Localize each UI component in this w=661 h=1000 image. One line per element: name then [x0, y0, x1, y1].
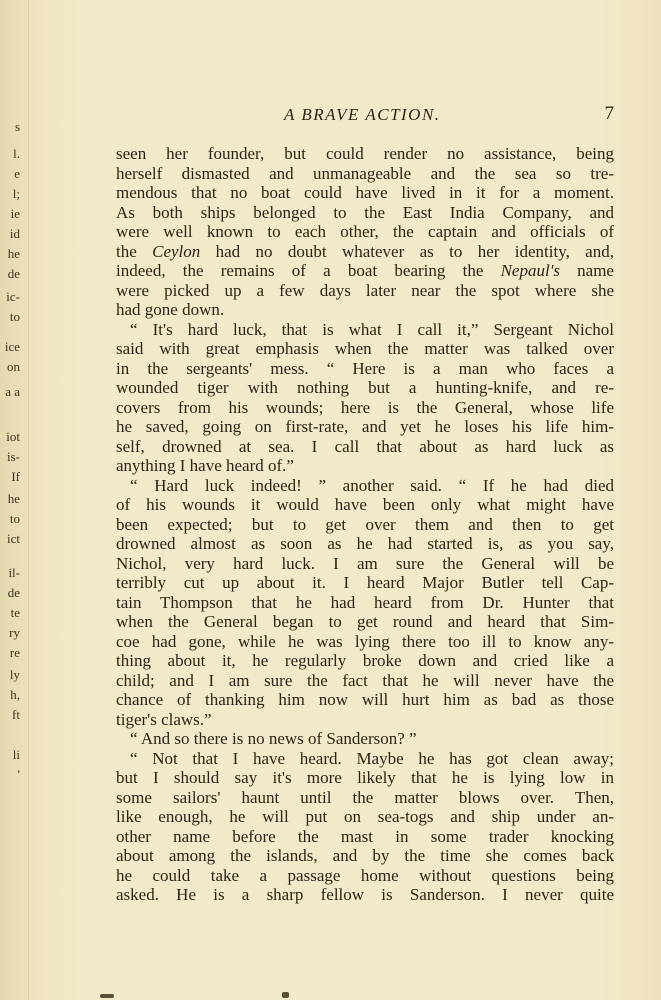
text-line: terribly cut up about it. I heard Major Butler tell Cap- [116, 573, 614, 592]
ship-name: Nepaul's [500, 261, 560, 280]
gutter-fragment: de [7, 586, 20, 600]
gutter-fragment: he [7, 247, 20, 261]
text-line: about among the islands, and by the time she comes back [116, 846, 614, 865]
text-line: tiger's claws.” [116, 709, 212, 729]
body-text [116, 144, 614, 905]
scan-specks [100, 990, 420, 1000]
gutter-fragment: is- [7, 450, 20, 464]
text-line: herself dismasted and unmanageable and the sea so tre- [116, 163, 614, 183]
gutter-fragment: l. [13, 147, 20, 161]
text-line: of his wounds it would have been only what might have [116, 495, 614, 514]
gutter-fragment: to [9, 512, 20, 526]
text-line: As both ships belonged to the East India Company, and [116, 202, 614, 222]
text-line: but I should say it's more likely that he is lying low in [116, 768, 614, 787]
text-line: when the General began to get round and heard that Sim- [116, 612, 614, 631]
gutter-fragment: ic- [6, 290, 20, 304]
text-line: the Ceylon had no doubt whatever as to her identity, and, [116, 241, 614, 261]
text-line: anything I have heard of.” [116, 456, 294, 475]
gutter-fragment: te [10, 606, 20, 620]
text-line: tain Thompson that he had heard from Dr. Hunter that [116, 592, 614, 612]
text-line: he could take a passage home without questions being [116, 865, 614, 885]
text-line: “ And so there is no news of Sanderson? ” [130, 729, 417, 748]
gutter-fragment: id [9, 227, 20, 241]
text-line: said with great emphasis when the matter was talked over [116, 339, 614, 358]
running-head [114, 105, 614, 127]
text-line: chance of thanking him now will hurt him as bad as those [116, 690, 614, 709]
text-line: “ Not that I have heard. Maybe he has got clean away; [130, 748, 614, 768]
text-line: child; and I am sure the fact that he will never have the [116, 670, 614, 690]
text-line: indeed, the remains of a boat bearing the Nepaul's name [116, 261, 614, 280]
gutter-fragment: If [11, 470, 20, 484]
text-line: mendous that no boat could have lived in it for a moment. [116, 183, 614, 202]
gutter-fragment: il- [8, 566, 20, 580]
text-line: some sailors' haunt until the matter blows over. Then, [116, 787, 614, 807]
text-line: had gone down. [116, 300, 225, 319]
page-number: 7 [604, 103, 614, 124]
gutter-fragment: de [7, 267, 20, 281]
scan-speck [282, 992, 289, 998]
gutter-fragment: a a [5, 385, 20, 399]
gutter-fragment: to [9, 310, 20, 324]
text-line: covers from his wounds; here is the General, whose life [116, 397, 614, 417]
gutter-fragment: h, [10, 688, 20, 702]
text-line: were well known to each other, the captain and officials of [116, 222, 614, 241]
text-line: like enough, he will put on sea-togs and ship under an- [116, 807, 614, 826]
gutter-fragment: ie [10, 207, 20, 221]
text-line: in the sergeants' mess. “ Here is a man who faces a [116, 358, 614, 378]
gutter-fragment: ict [7, 532, 20, 546]
gutter-fragment: ly [9, 668, 20, 682]
text-line: seen her founder, but could render no assistance, being [116, 144, 614, 163]
gutter-fragment: on [7, 360, 20, 374]
text-line: wounded tiger with nothing but a hunting-knife, and re- [116, 378, 614, 397]
gutter-fragment: ft [12, 708, 20, 722]
gutter-fragment: ry [9, 626, 20, 640]
gutter-fragment: re [9, 646, 20, 660]
text-line: asked. He is a sharp fellow is Sanderson. I never quite [116, 885, 614, 904]
facing-page-gutter [0, 0, 29, 1000]
gutter-fragment: he [7, 492, 20, 506]
gutter-fragment: l; [12, 187, 20, 201]
running-title: A BRAVE ACTION. [284, 105, 441, 124]
text-line: “ It's hard luck, that is what I call it,” Sergeant Nichol [130, 319, 614, 339]
scan-speck [100, 994, 114, 998]
gutter-fragment: e [14, 167, 20, 181]
text-line: been expected; but to get over them and then to get [116, 514, 614, 534]
text-line: “ Hard luck indeed! ” another said. “ If he had died [130, 475, 614, 495]
gutter-fragment: iot [6, 430, 20, 444]
text-line: thing about it, he regularly broke down and cried like a [116, 651, 614, 670]
text-line: coe had gone, while he was lying there too ill to know any- [116, 631, 614, 651]
ship-name: Ceylon [152, 241, 201, 261]
gutter-fragment: li [12, 748, 20, 762]
text-line: he saved, going on first-rate, and yet he loses his life him- [116, 417, 614, 436]
text-line: drowned almost as soon as he had started is, as you say, [116, 534, 614, 553]
gutter-fragment: ice [4, 340, 20, 354]
text-line: Nichol, very hard luck. I am sure the General will be [116, 553, 614, 573]
text-line: self, drowned at sea. I call that about as hard luck as [116, 436, 614, 456]
text-line: were picked up a few days later near the spot where she [116, 280, 614, 300]
gutter-fragment: ' [17, 768, 20, 782]
gutter-fragment: s [14, 120, 20, 134]
text-line: other name before the mast in some trader knocking [116, 826, 614, 846]
